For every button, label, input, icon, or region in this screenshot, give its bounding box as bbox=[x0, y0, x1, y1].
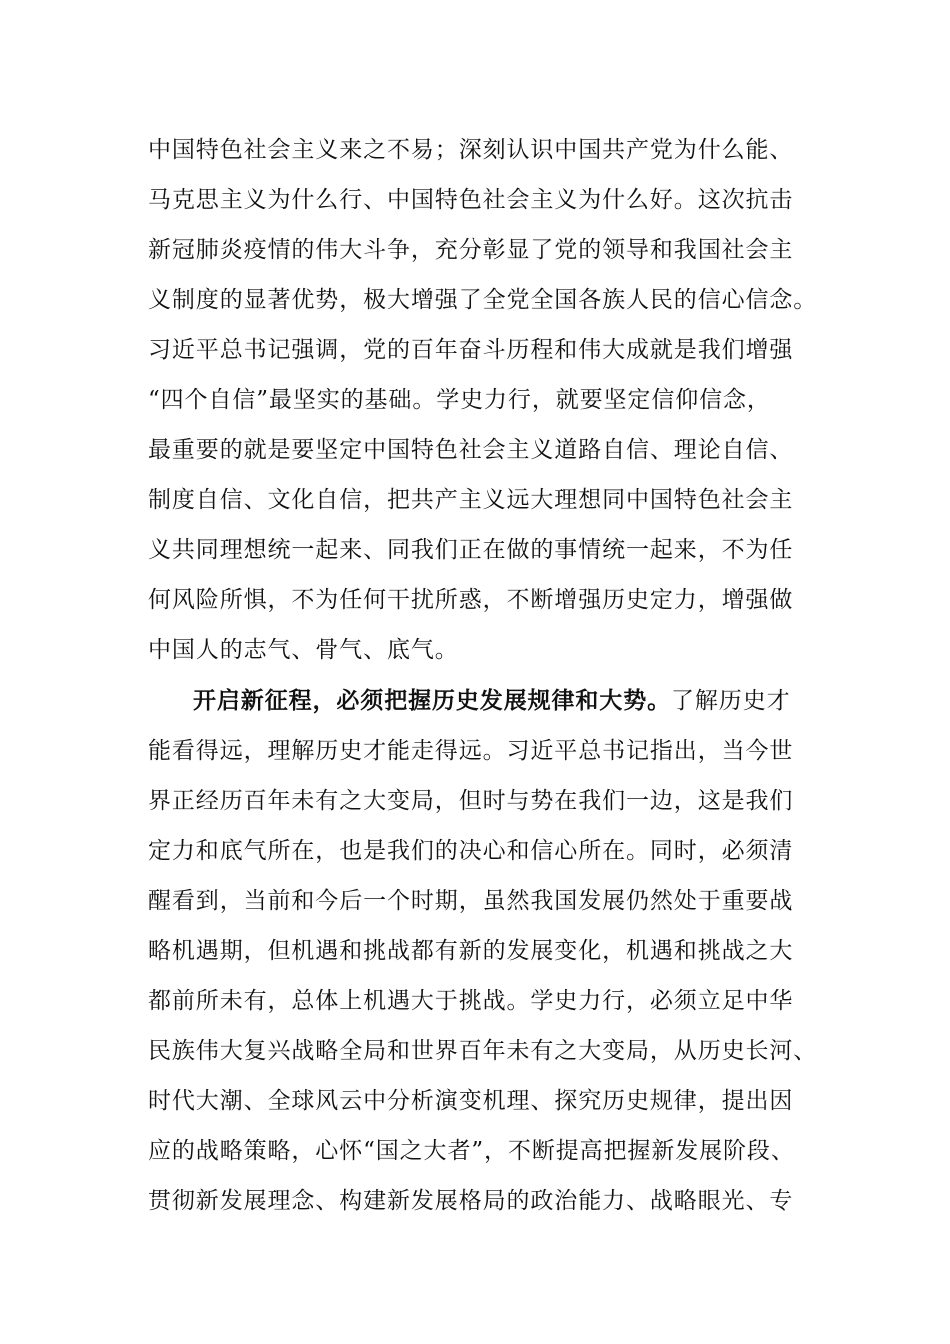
paragraph-line: 新冠肺炎疫情的伟大斗争，充分彰显了党的领导和我国社会主 bbox=[148, 237, 794, 263]
paragraph-line: 民族伟大复兴战略全局和世界百年未有之大变局，从历史长河、 bbox=[148, 1038, 818, 1064]
paragraph-text: 了解历史才 bbox=[671, 688, 791, 714]
paragraph-line: 制度自信、文化自信，把共产主义远大理想同中国特色社会主 bbox=[148, 487, 794, 513]
paragraph-line: 义制度的显著优势，极大增强了全党全国各族人民的信心信念。 bbox=[148, 287, 818, 313]
paragraph-heading: 开启新征程，必须把握历史发展规律和大势。 bbox=[193, 687, 671, 714]
paragraph-line: 义共同理想统一起来、同我们正在做的事情统一起来，不为任 bbox=[148, 537, 794, 563]
paragraph-line: 醒看到，当前和今后一个时期，虽然我国发展仍然处于重要战 bbox=[148, 888, 794, 914]
paragraph-line: “四个自信”最坚实的基础。学史力行，就要坚定信仰信念， bbox=[148, 387, 771, 413]
paragraph-line: 时代大潮、全球风云中分析演变机理、探究历史规律，提出因 bbox=[148, 1088, 794, 1114]
paragraph-line: 中国人的志气、骨气、底气。 bbox=[148, 637, 459, 663]
paragraph-line: 略机遇期，但机遇和挑战都有新的发展变化，机遇和挑战之大 bbox=[148, 938, 794, 964]
paragraph-line: 能看得远，理解历史才能走得远。习近平总书记指出，当今世 bbox=[148, 738, 794, 764]
paragraph-line: 何风险所惧，不为任何干扰所惑，不断增强历史定力，增强做 bbox=[148, 587, 794, 613]
paragraph-line: 习近平总书记强调，党的百年奋斗历程和伟大成就是我们增强 bbox=[148, 337, 794, 363]
paragraph-line: 界正经历百年未有之大变局，但时与势在我们一边，这是我们 bbox=[148, 788, 794, 814]
paragraph-line: 最重要的就是要坚定中国特色社会主义道路自信、理论自信、 bbox=[148, 437, 794, 463]
paragraph-line: 应的战略策略，心怀“国之大者”，不断提高把握新发展阶段、 bbox=[148, 1138, 795, 1164]
paragraph-line: 都前所未有，总体上机遇大于挑战。学史力行，必须立足中华 bbox=[148, 988, 794, 1014]
paragraph-first-line bbox=[193, 681, 873, 721]
paragraph-line: 中国特色社会主义来之不易；深刻认识中国共产党为什么能、 bbox=[148, 137, 794, 163]
paragraph-line: 定力和底气所在，也是我们的决心和信心所在。同时，必须清 bbox=[148, 838, 794, 864]
paragraph-line: 马克思主义为什么行、中国特色社会主义为什么好。这次抗击 bbox=[148, 187, 794, 213]
paragraph-line: 贯彻新发展理念、构建新发展格局的政治能力、战略眼光、专 bbox=[148, 1188, 794, 1214]
